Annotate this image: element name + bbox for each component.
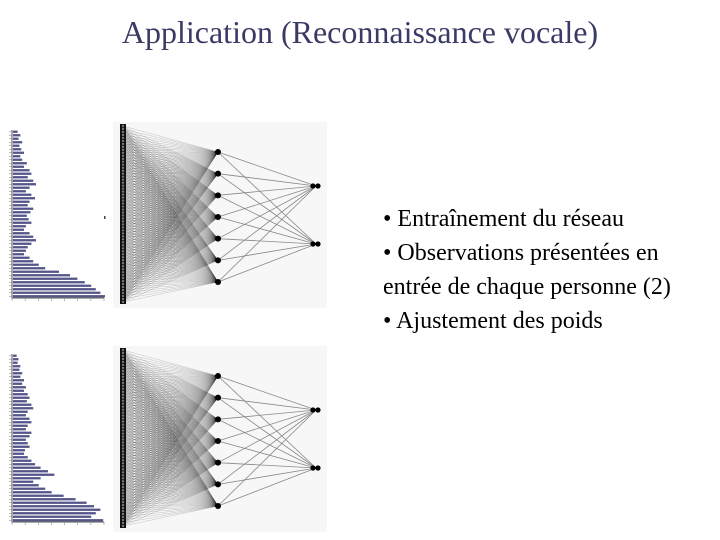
- input-node: [122, 355, 124, 357]
- histogram-bar: [13, 187, 30, 189]
- histogram-bar: [13, 274, 70, 276]
- output-node: [310, 465, 315, 470]
- histogram-bar: [13, 271, 59, 273]
- input-node: [122, 265, 124, 267]
- input-node: [122, 241, 124, 243]
- input-node: [122, 498, 124, 500]
- histogram-bar: [13, 400, 27, 402]
- histogram-bar: [13, 365, 20, 367]
- histogram-bar: [13, 376, 20, 378]
- input-node: [122, 128, 124, 130]
- input-node: [122, 259, 124, 261]
- histogram-bar: [13, 152, 24, 154]
- histogram-bar: [13, 131, 18, 133]
- output-node: [315, 183, 320, 188]
- histogram-bar: [13, 460, 31, 462]
- input-node: [122, 250, 124, 252]
- input-node: [122, 397, 124, 399]
- input-node: [122, 289, 124, 291]
- input-node: [122, 217, 124, 219]
- input-node: [122, 462, 124, 464]
- input-node: [122, 235, 124, 237]
- input-node: [122, 214, 124, 216]
- input-node: [122, 414, 124, 416]
- histogram-bar: [13, 278, 77, 280]
- input-node: [122, 391, 124, 393]
- input-node: [122, 426, 124, 428]
- input-node: [122, 400, 124, 402]
- input-hidden-connections: [123, 126, 218, 302]
- bullet-observations: • Observations présentées en: [383, 240, 659, 266]
- histogram-bar: [13, 225, 26, 227]
- input-node: [122, 202, 124, 204]
- histogram-bar: [13, 428, 26, 430]
- hidden-node: [215, 373, 221, 379]
- input-node: [122, 295, 124, 297]
- input-node: [122, 471, 124, 473]
- histogram-bar: [13, 267, 45, 269]
- histogram-bar: [13, 446, 30, 448]
- input-node: [122, 155, 124, 157]
- histogram-bar: [13, 292, 100, 294]
- histogram-bar: [13, 145, 19, 147]
- histogram-bar: [13, 505, 94, 507]
- histogram-bar: [13, 383, 22, 385]
- input-node: [122, 238, 124, 240]
- input-node: [122, 447, 124, 449]
- input-node: [122, 196, 124, 198]
- input-node: [122, 167, 124, 169]
- input-node: [122, 262, 124, 264]
- input-node: [122, 370, 124, 372]
- input-node: [122, 352, 124, 354]
- output-node: [315, 465, 320, 470]
- input-node: [122, 423, 124, 425]
- hidden-node: [215, 149, 221, 155]
- histogram-bar: [13, 211, 30, 213]
- bullet-list: [383, 202, 720, 338]
- output-node: [315, 407, 320, 412]
- histogram-bar: [13, 411, 28, 413]
- input-node: [122, 385, 124, 387]
- input-node: [122, 382, 124, 384]
- histogram-bar: [13, 470, 48, 472]
- input-node: [122, 364, 124, 366]
- histogram-bar: [13, 488, 45, 490]
- histogram-bar: [13, 229, 24, 231]
- stray-mark: [104, 216, 106, 219]
- histogram-bar: [13, 467, 41, 469]
- input-node: [122, 164, 124, 166]
- hidden-node: [215, 171, 221, 177]
- input-node: [122, 176, 124, 178]
- input-node: [122, 522, 124, 524]
- histogram-bar: [13, 260, 33, 262]
- input-node: [122, 152, 124, 154]
- input-node: [122, 283, 124, 285]
- input-node: [122, 525, 124, 527]
- input-node: [122, 358, 124, 360]
- input-node: [122, 444, 124, 446]
- input-node: [122, 170, 124, 172]
- histogram-bar: [13, 379, 24, 381]
- input-node: [122, 173, 124, 175]
- histogram-bar: [13, 502, 87, 504]
- histogram-bar: [13, 246, 28, 248]
- input-node: [122, 211, 124, 213]
- histogram-bar: [13, 393, 28, 395]
- histogram-bar: [13, 509, 100, 511]
- histogram-bar: [13, 362, 18, 364]
- input-node: [122, 411, 124, 413]
- hidden-node: [215, 214, 221, 220]
- input-node: [122, 277, 124, 279]
- hidden-node: [215, 460, 221, 466]
- histogram-bar: [13, 239, 36, 241]
- output-node: [310, 241, 315, 246]
- input-node: [122, 149, 124, 151]
- histogram-bar: [13, 516, 91, 518]
- histogram-bar: [13, 418, 30, 420]
- histogram-bar: [13, 519, 103, 521]
- histogram-bar: [13, 386, 26, 388]
- input-node: [122, 417, 124, 419]
- histogram-bar: [13, 190, 26, 192]
- neural-network-figure: [0, 118, 340, 540]
- output-node: [310, 183, 315, 188]
- hidden-node: [215, 192, 221, 198]
- histogram-bar: [13, 218, 29, 220]
- histogram-bar: [13, 463, 35, 465]
- output-node: [315, 241, 320, 246]
- input-node: [122, 486, 124, 488]
- input-hidden-connections: [123, 350, 218, 526]
- input-node: [122, 453, 124, 455]
- histogram-bar: [13, 194, 31, 196]
- input-node: [122, 405, 124, 407]
- input-node: [122, 402, 124, 404]
- histogram-bar: [13, 414, 26, 416]
- histogram-bar: [13, 288, 96, 290]
- input-node: [122, 361, 124, 363]
- input-node: [122, 131, 124, 133]
- histogram-bar: [13, 232, 30, 234]
- histogram-bar: [13, 404, 31, 406]
- input-node: [122, 268, 124, 270]
- input-node: [122, 232, 124, 234]
- input-node: [122, 190, 124, 192]
- input-node: [122, 483, 124, 485]
- hidden-node: [215, 481, 221, 487]
- histogram-bar: [13, 236, 33, 238]
- histogram-bar: [13, 397, 30, 399]
- histogram-bar: [13, 484, 39, 486]
- hidden-node: [215, 503, 221, 509]
- input-node: [122, 477, 124, 479]
- input-node: [122, 292, 124, 294]
- histogram-bar: [13, 481, 33, 483]
- histogram-bar: [13, 491, 52, 493]
- input-node: [122, 181, 124, 183]
- input-node: [122, 274, 124, 276]
- input-node: [122, 441, 124, 443]
- input-node: [122, 379, 124, 381]
- histogram-bar: [13, 355, 17, 357]
- input-node: [122, 459, 124, 461]
- histogram-bar: [13, 215, 27, 217]
- input-node: [122, 205, 124, 207]
- input-node: [122, 208, 124, 210]
- slide-title: Application (Reconnaissance vocale): [121, 14, 599, 50]
- histogram-bar: [13, 264, 39, 266]
- bullet-weights: • Ajustement des poids: [383, 308, 603, 334]
- output-node: [310, 407, 315, 412]
- input-node: [122, 178, 124, 180]
- input-node: [122, 226, 124, 228]
- input-node: [122, 137, 124, 139]
- input-node: [122, 450, 124, 452]
- input-node: [122, 456, 124, 458]
- input-node: [122, 501, 124, 503]
- histogram-bar: [13, 425, 28, 427]
- input-node: [122, 161, 124, 163]
- input-node: [122, 489, 124, 491]
- input-node: [122, 367, 124, 369]
- input-node: [122, 301, 124, 303]
- input-node: [122, 513, 124, 515]
- input-node: [122, 408, 124, 410]
- hidden-node: [215, 279, 221, 285]
- input-node: [122, 349, 124, 351]
- histogram-bar: [13, 159, 22, 161]
- input-node: [122, 143, 124, 145]
- hidden-node: [215, 395, 221, 401]
- histogram-bar: [13, 358, 19, 360]
- histogram-bar: [13, 390, 24, 392]
- input-node: [122, 125, 124, 127]
- input-node: [122, 134, 124, 136]
- histogram-bar: [13, 498, 76, 500]
- histogram-bar: [13, 257, 30, 259]
- histogram-bar: [13, 512, 96, 514]
- input-node: [122, 480, 124, 482]
- histogram-bar: [13, 432, 31, 434]
- histogram-bar: [13, 449, 25, 451]
- histogram-bar: [13, 141, 22, 143]
- input-node: [122, 388, 124, 390]
- histogram-bar: [13, 222, 31, 224]
- input-node: [122, 184, 124, 186]
- input-node: [122, 394, 124, 396]
- input-node: [122, 199, 124, 201]
- histogram-bar: [13, 407, 33, 409]
- bullet-training: • Entraînement du réseau: [383, 206, 624, 232]
- hidden-node: [215, 438, 221, 444]
- input-node: [122, 229, 124, 231]
- histogram-bar: [13, 453, 24, 455]
- input-node: [122, 429, 124, 431]
- histogram-bar: [13, 169, 30, 171]
- histogram-bar: [13, 439, 26, 441]
- hidden-node: [215, 236, 221, 242]
- histogram-bar: [13, 442, 28, 444]
- hidden-node: [215, 416, 221, 422]
- histogram-bar: [13, 173, 31, 175]
- input-node: [122, 420, 124, 422]
- histogram-bar: [13, 197, 35, 199]
- histogram-bar: [13, 295, 105, 297]
- histogram-bar: [13, 176, 28, 178]
- input-node: [122, 465, 124, 467]
- histogram-bar: [13, 421, 31, 423]
- input-node: [122, 376, 124, 378]
- histogram-bar: [13, 138, 19, 140]
- histogram-bar: [13, 155, 20, 157]
- histogram-bar: [13, 204, 28, 206]
- input-node: [122, 286, 124, 288]
- histogram-bar: [13, 180, 33, 182]
- input-node: [122, 146, 124, 148]
- histogram-bar: [13, 281, 85, 283]
- histogram-bar: [13, 253, 24, 255]
- input-node: [122, 193, 124, 195]
- input-node: [122, 280, 124, 282]
- input-node: [122, 253, 124, 255]
- histogram-bar: [13, 435, 30, 437]
- input-node: [122, 256, 124, 258]
- input-node: [122, 158, 124, 160]
- input-node: [122, 468, 124, 470]
- input-node: [122, 519, 124, 521]
- input-node: [122, 435, 124, 437]
- input-node: [122, 140, 124, 142]
- histogram-bar: [13, 162, 27, 164]
- histogram-bar: [13, 183, 36, 185]
- histogram-bar: [13, 456, 28, 458]
- input-node: [122, 298, 124, 300]
- input-node: [122, 438, 124, 440]
- histogram-bar: [13, 250, 26, 252]
- input-node: [122, 187, 124, 189]
- input-node: [122, 507, 124, 509]
- hidden-node: [215, 257, 221, 263]
- histogram-bar: [13, 495, 64, 497]
- neural-network-diagrams: [0, 118, 340, 540]
- input-node: [122, 271, 124, 273]
- input-node: [122, 373, 124, 375]
- input-node: [122, 474, 124, 476]
- input-node: [122, 220, 124, 222]
- bullet-observations-cont: entrée de chaque personne (2): [383, 274, 671, 300]
- input-node: [122, 247, 124, 249]
- histogram-bar: [13, 372, 22, 374]
- input-node: [122, 510, 124, 512]
- input-node: [122, 495, 124, 497]
- histogram-bar: [13, 134, 20, 136]
- histogram-bar: [13, 148, 21, 150]
- input-node: [122, 504, 124, 506]
- input-node: [122, 432, 124, 434]
- histogram-bar: [13, 201, 30, 203]
- histogram-bar: [13, 285, 91, 287]
- histogram-bar: [13, 474, 54, 476]
- input-node: [122, 492, 124, 494]
- input-node: [122, 223, 124, 225]
- histogram-bar: [13, 243, 31, 245]
- histogram-bar: [13, 208, 33, 210]
- input-node: [122, 244, 124, 246]
- input-node: [122, 516, 124, 518]
- histogram-bar: [13, 477, 41, 479]
- histogram-bar: [13, 166, 24, 168]
- histogram-bar: [13, 369, 19, 371]
